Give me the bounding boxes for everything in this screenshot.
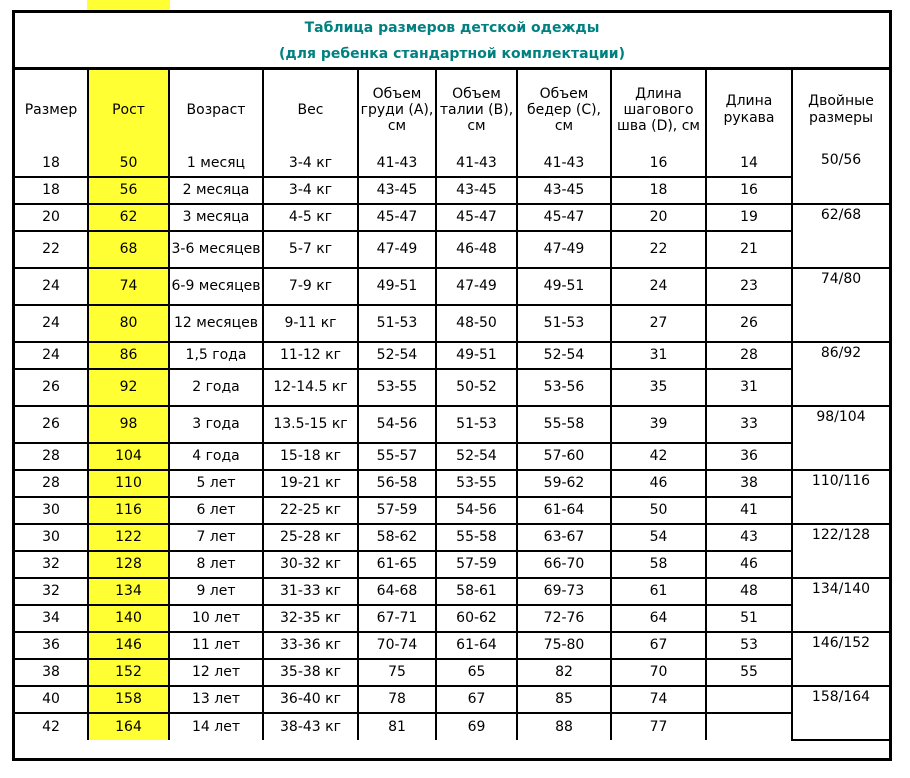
cell-chest: 75 [358,659,436,686]
cell-chest: 52-54 [358,342,436,369]
cell-double-size: 62/68 [792,204,889,268]
cell-sleeve: 43 [706,524,792,551]
cell-waist: 53-55 [436,470,517,497]
cell-step: 20 [611,204,706,231]
cell-step: 77 [611,713,706,740]
cell-hip: 49-51 [517,268,611,305]
header-step: Длина шагового шва (D), см [611,70,706,150]
cell-step: 39 [611,406,706,443]
cell-waist: 52-54 [436,443,517,470]
cell-hip: 57-60 [517,443,611,470]
cell-hip: 55-58 [517,406,611,443]
cell-waist: 41-43 [436,150,517,177]
cell-size: 42 [15,713,88,740]
cell-sleeve: 16 [706,177,792,204]
cell-hip: 63-67 [517,524,611,551]
cell-waist: 46-48 [436,231,517,268]
table-row [15,713,889,740]
cell-sleeve: 19 [706,204,792,231]
cell-age: 3-6 месяцев [169,231,263,268]
cell-height: 62 [88,204,169,231]
chart-title: Таблица размеров детской одежды [304,20,600,36]
size-chart-frame [12,10,892,761]
cell-step: 58 [611,551,706,578]
cell-sleeve: 14 [706,150,792,177]
cell-height: 86 [88,342,169,369]
cell-chest: 53-55 [358,369,436,406]
cell-step: 70 [611,659,706,686]
cell-size: 22 [15,231,88,268]
cell-chest: 45-47 [358,204,436,231]
cell-weight: 13.5-15 кг [263,406,358,443]
cell-step: 64 [611,605,706,632]
cell-hip: 45-47 [517,204,611,231]
cell-age: 7 лет [169,524,263,551]
cell-waist: 54-56 [436,497,517,524]
header-hip: Объем бедер (C), см [517,70,611,150]
header-sleeve: Длина рукава [706,70,792,150]
cell-hip: 88 [517,713,611,740]
header-weight: Вес [263,70,358,150]
cell-weight: 5-7 кг [263,231,358,268]
cell-height: 134 [88,578,169,605]
cell-chest: 49-51 [358,268,436,305]
table-row [15,686,889,713]
cell-age: 13 лет [169,686,263,713]
cell-sleeve [706,713,792,740]
cell-sleeve: 26 [706,305,792,342]
cell-height: 92 [88,369,169,406]
cell-hip: 75-80 [517,632,611,659]
cell-size: 28 [15,443,88,470]
cell-hip: 72-76 [517,605,611,632]
cell-age: 6 лет [169,497,263,524]
cell-step: 67 [611,632,706,659]
cell-chest: 57-59 [358,497,436,524]
cell-height: 140 [88,605,169,632]
table-row [15,342,889,369]
cell-height: 128 [88,551,169,578]
cell-waist: 55-58 [436,524,517,551]
cell-age: 10 лет [169,605,263,632]
cell-size: 36 [15,632,88,659]
cell-hip: 53-56 [517,369,611,406]
cell-age: 4 года [169,443,263,470]
cell-sleeve: 21 [706,231,792,268]
cell-weight: 38-43 кг [263,713,358,740]
cell-size: 32 [15,551,88,578]
header-row [15,70,889,150]
cell-hip: 41-43 [517,150,611,177]
header-waist: Объем талии (B), см [436,70,517,150]
cell-weight: 32-35 кг [263,605,358,632]
cell-age: 3 месяца [169,204,263,231]
cell-sleeve: 31 [706,369,792,406]
cell-sleeve: 53 [706,632,792,659]
table-row [15,551,889,578]
cell-chest: 41-43 [358,150,436,177]
cell-waist: 60-62 [436,605,517,632]
cell-height: 74 [88,268,169,305]
cell-double-size: 98/104 [792,406,889,470]
cell-height: 158 [88,686,169,713]
table-row [15,406,889,443]
cell-age: 1 месяц [169,150,263,177]
cell-weight: 35-38 кг [263,659,358,686]
cell-waist: 43-45 [436,177,517,204]
cell-chest: 61-65 [358,551,436,578]
cell-sleeve: 33 [706,406,792,443]
cell-waist: 50-52 [436,369,517,406]
cell-chest: 47-49 [358,231,436,268]
cell-double-size: 122/128 [792,524,889,578]
cell-chest: 51-53 [358,305,436,342]
table-row [15,150,889,177]
table-row [15,659,889,686]
cell-hip: 82 [517,659,611,686]
cell-waist: 47-49 [436,268,517,305]
cell-hip: 43-45 [517,177,611,204]
cell-age: 1,5 года [169,342,263,369]
cell-size: 38 [15,659,88,686]
cell-size: 34 [15,605,88,632]
cell-sleeve [706,686,792,713]
cell-weight: 22-25 кг [263,497,358,524]
cell-weight: 11-12 кг [263,342,358,369]
cell-sleeve: 51 [706,605,792,632]
table-row [15,578,889,605]
table-row [15,177,889,204]
cell-hip: 51-53 [517,305,611,342]
cell-waist: 45-47 [436,204,517,231]
cell-waist: 58-61 [436,578,517,605]
cell-step: 54 [611,524,706,551]
cell-weight: 36-40 кг [263,686,358,713]
cell-age: 8 лет [169,551,263,578]
cell-step: 16 [611,150,706,177]
cell-chest: 64-68 [358,578,436,605]
cell-weight: 30-32 кг [263,551,358,578]
cell-double-size: 158/164 [792,686,889,740]
cell-age: 12 лет [169,659,263,686]
cell-sleeve: 41 [706,497,792,524]
cell-size: 26 [15,406,88,443]
cell-size: 24 [15,305,88,342]
cell-hip: 85 [517,686,611,713]
cell-chest: 70-74 [358,632,436,659]
cell-height: 116 [88,497,169,524]
header-size: Размер [15,70,88,150]
cell-size: 32 [15,578,88,605]
cell-height: 80 [88,305,169,342]
header-chest: Объем груди (A), см [358,70,436,150]
cell-weight: 31-33 кг [263,578,358,605]
cell-waist: 49-51 [436,342,517,369]
table-row [15,305,889,342]
cell-age: 6-9 месяцев [169,268,263,305]
cell-sleeve: 36 [706,443,792,470]
cell-hip: 61-64 [517,497,611,524]
cell-weight: 12-14.5 кг [263,369,358,406]
cell-chest: 56-58 [358,470,436,497]
cell-double-size: 50/56 [792,150,889,204]
cell-chest: 58-62 [358,524,436,551]
cell-age: 2 года [169,369,263,406]
cell-height: 56 [88,177,169,204]
cell-step: 18 [611,177,706,204]
cell-age: 5 лет [169,470,263,497]
header-height: Рост [88,70,169,150]
cell-double-size: 146/152 [792,632,889,686]
cell-waist: 67 [436,686,517,713]
table-row [15,497,889,524]
cell-size: 20 [15,204,88,231]
cell-chest: 55-57 [358,443,436,470]
cell-height: 152 [88,659,169,686]
size-table-body [15,150,889,740]
table-row [15,204,889,231]
table-row [15,443,889,470]
cell-sleeve: 38 [706,470,792,497]
cell-size: 30 [15,497,88,524]
cell-step: 27 [611,305,706,342]
cell-hip: 69-73 [517,578,611,605]
cell-height: 68 [88,231,169,268]
cell-weight: 9-11 кг [263,305,358,342]
size-table [15,70,889,741]
cell-chest: 54-56 [358,406,436,443]
cell-double-size: 86/92 [792,342,889,406]
cell-weight: 15-18 кг [263,443,358,470]
table-row [15,524,889,551]
cell-chest: 43-45 [358,177,436,204]
cell-size: 28 [15,470,88,497]
cell-age: 14 лет [169,713,263,740]
cell-waist: 65 [436,659,517,686]
cell-step: 50 [611,497,706,524]
cell-step: 42 [611,443,706,470]
table-row [15,231,889,268]
cell-weight: 19-21 кг [263,470,358,497]
cell-double-size: 110/116 [792,470,889,524]
cell-chest: 67-71 [358,605,436,632]
table-row [15,369,889,406]
cell-weight: 4-5 кг [263,204,358,231]
cell-height: 110 [88,470,169,497]
cell-size: 30 [15,524,88,551]
cell-step: 46 [611,470,706,497]
cell-age: 2 месяца [169,177,263,204]
cell-chest: 78 [358,686,436,713]
cell-size: 24 [15,268,88,305]
cell-sleeve: 23 [706,268,792,305]
cell-step: 74 [611,686,706,713]
cell-height: 50 [88,150,169,177]
cell-step: 61 [611,578,706,605]
cell-chest: 81 [358,713,436,740]
cell-sleeve: 46 [706,551,792,578]
cell-size: 24 [15,342,88,369]
cell-waist: 61-64 [436,632,517,659]
cell-size: 40 [15,686,88,713]
cell-step: 31 [611,342,706,369]
cell-weight: 3-4 кг [263,177,358,204]
cell-age: 12 месяцев [169,305,263,342]
cell-height: 98 [88,406,169,443]
cell-hip: 52-54 [517,342,611,369]
cell-waist: 48-50 [436,305,517,342]
header-age: Возраст [169,70,263,150]
cell-step: 22 [611,231,706,268]
cell-height: 164 [88,713,169,740]
cell-sleeve: 48 [706,578,792,605]
header-double: Двойные размеры [792,70,889,150]
cell-waist: 51-53 [436,406,517,443]
chart-subtitle: (для ребенка стандартной комплектации) [279,46,625,62]
cell-waist: 57-59 [436,551,517,578]
height-column-highlight-top [87,0,170,10]
cell-hip: 47-49 [517,231,611,268]
cell-double-size: 134/140 [792,578,889,632]
cell-weight: 3-4 кг [263,150,358,177]
table-row [15,268,889,305]
cell-height: 122 [88,524,169,551]
cell-sleeve: 55 [706,659,792,686]
cell-step: 24 [611,268,706,305]
cell-height: 104 [88,443,169,470]
table-row [15,605,889,632]
cell-age: 11 лет [169,632,263,659]
cell-height: 146 [88,632,169,659]
cell-size: 18 [15,150,88,177]
cell-age: 9 лет [169,578,263,605]
cell-hip: 66-70 [517,551,611,578]
cell-step: 35 [611,369,706,406]
cell-waist: 69 [436,713,517,740]
table-row [15,470,889,497]
cell-size: 18 [15,177,88,204]
cell-weight: 33-36 кг [263,632,358,659]
cell-weight: 25-28 кг [263,524,358,551]
table-row [15,632,889,659]
cell-double-size: 74/80 [792,268,889,342]
cell-size: 26 [15,369,88,406]
cell-age: 3 года [169,406,263,443]
cell-sleeve: 28 [706,342,792,369]
cell-weight: 7-9 кг [263,268,358,305]
cell-hip: 59-62 [517,470,611,497]
